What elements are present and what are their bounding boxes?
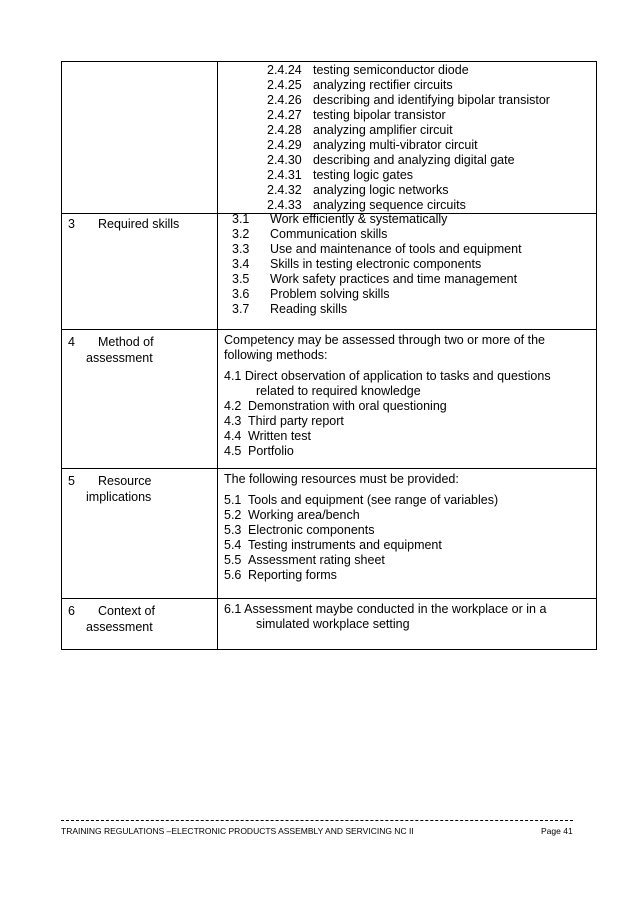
list-item: 3.4 Skills in testing electronic components bbox=[232, 257, 482, 271]
list-item: 2.4.31 testing logic gates bbox=[267, 168, 414, 182]
footer-divider bbox=[61, 820, 573, 821]
list-item-continuation: related to required knowledge bbox=[256, 384, 421, 398]
required-skills-list bbox=[232, 212, 604, 317]
page-number: Page 41 bbox=[541, 826, 573, 836]
row-divider bbox=[62, 598, 596, 599]
list-item: 5.6 Reporting forms bbox=[224, 568, 337, 582]
list-item: 2.4.32 analyzing logic networks bbox=[267, 183, 449, 197]
method-of-assessment-content bbox=[224, 333, 596, 459]
list-item: 3.2 Communication skills bbox=[232, 227, 388, 241]
list-item: 6.1 Assessment maybe conducted in the workplace or in a bbox=[224, 602, 547, 616]
list-item: 2.4.29 analyzing multi-vibrator circuit bbox=[267, 138, 478, 152]
assessment-table bbox=[61, 61, 597, 650]
row-label-context-of-assessment: 6 Context of assessment bbox=[68, 604, 155, 634]
list-item: 4.5 Portfolio bbox=[224, 444, 294, 458]
list-item: 5.2 Working area/bench bbox=[224, 508, 360, 522]
list-item: 5.3 Electronic components bbox=[224, 523, 375, 537]
column-divider bbox=[217, 62, 218, 649]
list-item: 3.5 Work safety practices and time management bbox=[232, 272, 518, 286]
row-label-method-of-assessment: 4 Method of assessment bbox=[68, 335, 154, 365]
list-item: 4.1 Direct observation of application to tasks and questions bbox=[224, 369, 551, 383]
list-item: 5.4 Testing instruments and equipment bbox=[224, 538, 442, 552]
list-item: 3.6 Problem solving skills bbox=[232, 287, 390, 301]
method-intro: following methods: bbox=[224, 348, 328, 362]
list-item: 2.4.27 testing bipolar transistor bbox=[267, 108, 446, 122]
list-item: 2.4.25 analyzing rectifier circuits bbox=[267, 78, 453, 92]
list-item: 2.4.30 describing and analyzing digital gate bbox=[267, 153, 515, 167]
list-item: 3.1 Work efficiently & systematically bbox=[232, 212, 448, 226]
list-item: 5.1 Tools and equipment (see range of variables) bbox=[224, 493, 499, 507]
list-item: 4.4 Written test bbox=[224, 429, 311, 443]
list-item: 2.4.24 testing semiconductor diode bbox=[267, 63, 469, 77]
subitem-list bbox=[267, 63, 638, 213]
footer-title: TRAINING REGULATIONS –ELECTRONIC PRODUCTS ASSEMBLY AND SERVICING NC II bbox=[61, 826, 414, 836]
list-item: 2.4.26 describing and identifying bipolar transistor bbox=[267, 93, 550, 107]
row-divider bbox=[62, 329, 596, 330]
row-divider bbox=[62, 468, 596, 469]
row-label-required-skills: 3 Required skills bbox=[68, 217, 180, 231]
list-item: 2.4.28 analyzing amplifier circuit bbox=[267, 123, 453, 137]
list-item-continuation: simulated workplace setting bbox=[256, 617, 410, 631]
row-label-resource-implications: 5 Resource implications bbox=[68, 474, 152, 504]
context-of-assessment-content bbox=[224, 602, 596, 632]
resource-intro: The following resources must be provided: bbox=[224, 472, 459, 486]
list-item: 2.4.33 analyzing sequence circuits bbox=[267, 198, 466, 212]
list-item: 5.5 Assessment rating sheet bbox=[224, 553, 385, 567]
list-item: 3.7 Reading skills bbox=[232, 302, 348, 316]
list-item: 3.3 Use and maintenance of tools and equipment bbox=[232, 242, 522, 256]
method-intro: Competency may be assessed through two or more of the bbox=[224, 333, 545, 347]
resource-implications-content bbox=[224, 472, 596, 583]
list-item: 4.3 Third party report bbox=[224, 414, 344, 428]
list-item: 4.2 Demonstration with oral questioning bbox=[224, 399, 447, 413]
